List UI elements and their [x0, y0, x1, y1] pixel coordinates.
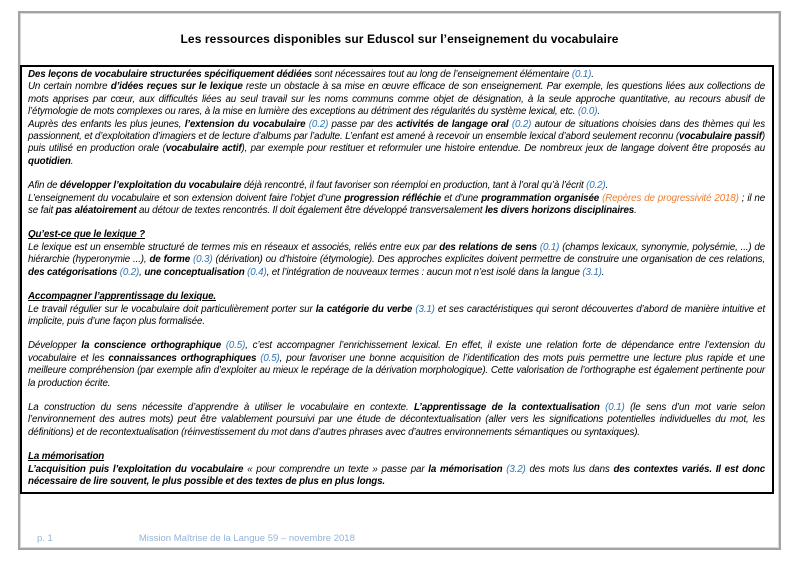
text-segment: connaissances orthographiques — [108, 352, 257, 364]
text-segment: « pour comprendre un texte » passe par — [243, 463, 429, 475]
text-segment: , — [139, 266, 145, 278]
text-segment: la conscience orthographique — [81, 340, 222, 352]
section-heading — [28, 451, 765, 463]
text-segment: déjà rencontré, il faut favoriser son réemploi en production, tant à l’oral qu’à l’écrit — [241, 180, 587, 192]
paragraph — [28, 193, 765, 218]
text-segment: Le travail régulier sur le vocabulaire doit particulièrement porter sur — [28, 303, 316, 315]
resource-ref: (0.1) — [571, 69, 592, 80]
reperes-ref: (Repères de progressivité 2018) — [602, 192, 739, 204]
text-segment: Développer — [28, 340, 82, 352]
text-segment: . — [70, 155, 74, 167]
text-segment: Auprès des enfants les plus jeunes, — [28, 118, 185, 130]
title-bar — [20, 13, 779, 65]
text-segment: Le lexique est un ensemble structuré de termes mis en réseaux et associés, reliés entre eux par — [28, 241, 440, 253]
resource-ref: (0.4) — [247, 266, 267, 278]
text-segment: développer l’exploitation du vocabulaire — [60, 180, 242, 192]
text-segment: des contextes variés. Il est donc nécessaire de lire souvent, le plus possible et des textes de plus en plus longs. — [28, 463, 765, 487]
text-segment: . — [597, 106, 600, 118]
text-segment: l’extension du vocabulaire — [184, 118, 306, 130]
text-segment: la catégorie du verbe — [315, 303, 413, 315]
resource-ref: (0.2) — [586, 180, 606, 192]
text-segment: (champs lexicaux, synonymie, polysémie, ...) de hiérarchie (hyperonymie ...), — [28, 241, 766, 266]
text-segment: L’enseignement du vocabulaire et son extension doivent faire l’objet d’une — [28, 192, 345, 204]
resource-ref: (0.0) — [577, 106, 598, 118]
text-segment: , et l’intégration de nouveaux termes : aucun mot n’est isolé dans la langue — [266, 266, 583, 278]
text-segment: L’apprentissage de la contextualisation — [414, 401, 600, 413]
paragraph — [28, 180, 765, 192]
paragraph — [28, 81, 765, 118]
heading-text: Accompagner l’apprentissage du lexique. — [28, 291, 216, 303]
text-segment: (dérivation) ou d’histoire (étymologie). Des approches explicites doivent permettre de construire une organisation de ces relations, — [212, 254, 765, 266]
paragraph — [28, 304, 765, 329]
text-segment: vocabulaire actif — [165, 143, 242, 155]
text-segment: Afin de — [28, 180, 61, 192]
text-segment: des catégorisations — [28, 266, 118, 278]
resource-ref: (0.1) — [539, 241, 560, 253]
resource-ref: (0.3) — [193, 254, 213, 266]
text-segment: . — [591, 69, 594, 80]
text-segment: , pour favoriser une bonne acquisition de l’identification des mots puis permettre une lecture plus rapide et une meilleure compréhension (par exemple afin d’exploiter au mieux le repérage de la dérivation morphologique). Cette valorisation de l’orthographe est également pertinente pour la production écrite. — [28, 352, 765, 389]
resource-ref: (0.2) — [511, 118, 532, 130]
heading-text: La mémorisation — [28, 451, 105, 463]
page-title: Les ressources disponibles sur Eduscol sur l’enseignement du vocabulaire — [180, 32, 619, 46]
text-segment: La construction du sens nécessite d’apprendre à utiliser le vocabulaire en contexte. — [28, 401, 415, 413]
text-segment: les divers horizons disciplinaires — [485, 205, 635, 217]
text-segment: quotidien — [28, 155, 71, 167]
text-segment: au détour de textes rencontrés. Il doit également être développé transversalement — [136, 205, 486, 217]
resource-ref: (0.5) — [260, 352, 280, 364]
paragraph — [28, 69, 765, 81]
text-segment: des mots lus dans — [525, 463, 614, 475]
paragraph — [28, 242, 765, 279]
resource-ref: (0.2) — [119, 266, 140, 278]
text-segment: la mémorisation — [428, 463, 503, 475]
text-segment: une conceptualisation — [144, 266, 245, 278]
text-segment: ), par exemple pour restituer et reformuler une histoire entendue. De nombreux jeux de langage doivent être proposés au — [241, 143, 765, 155]
text-segment: (le sens d’un mot varie selon l’environnement des autres mots) peut être valablement poursuivi par une étude de décontextualisation (aller vers les significations potentielles individuelles du mot, les définitions) et de recontextualisation (réinvestissement du mot dans d’autres phrases avec d’autres environnements sémantiques ou syntaxiques). — [28, 401, 765, 438]
paragraph — [28, 119, 765, 169]
text-segment: Des leçons de vocabulaire structurées spécifiquement dédiées — [28, 69, 312, 80]
text-segment: progression réfléchie — [344, 192, 442, 204]
resource-ref: (3.1) — [582, 266, 602, 278]
text-segment: pas aléatoirement — [55, 205, 137, 217]
text-segment: reste un obstacle à sa mise en œuvre efficace de son enseignement. Par exemple, les questions liées aux collections de mots apprises par cœur, aux difficultés liées au seul travail sur les noms communs comme objet de désignation, à la seule approche quantitative, au recours abusif de l’étymologie de mots complexes ou rares, à la mise en lumière des exceptions au détriment des régularités du système lexical, etc. — [28, 81, 766, 118]
paragraph — [28, 340, 765, 390]
text-segment: ) puis utilisé en production orale ( — [28, 131, 765, 155]
document-body — [20, 65, 774, 494]
page-number: p. 1 — [37, 533, 53, 544]
text-segment: des relations de sens — [439, 241, 537, 253]
text-segment: . — [634, 205, 637, 217]
text-segment: L’acquisition puis l’exploitation du vocabulaire — [28, 463, 244, 475]
text-segment: passe par des — [328, 118, 397, 130]
text-segment: Un certain nombre — [28, 81, 111, 93]
resource-ref: (0.1) — [605, 401, 625, 413]
resource-ref: (0.5) — [225, 340, 246, 352]
document-page — [18, 11, 781, 550]
text-segment: activités de langage oral — [396, 118, 509, 130]
text-segment: programmation organisée — [481, 192, 600, 204]
text-segment: et d’une — [441, 192, 482, 204]
footer-mission-label: Mission Maîtrise de la Langue 59 – novembre 2018 — [138, 533, 355, 544]
text-segment: d’idées reçues sur le lexique — [110, 81, 243, 93]
section-heading — [28, 291, 765, 303]
text-segment: et ses caractéristiques qui seront découvertes d’abord de manière intuitive et implicite, puis d’une façon plus formalisée. — [28, 303, 766, 327]
text-segment: autour de situations choisies dans des thèmes qui les passionnent, et d’exploitation d’imagiers et de lecture d’albums par l’adulte. L’enfant est amené à recevoir un ensemble lexical d’abord seulement reconnu ( — [28, 118, 765, 143]
text-segment: sont nécessaires tout au long de l’enseignement élémentaire — [311, 69, 572, 80]
text-segment: , c’est accompagner l’enrichissement lexical. En effet, il existe une relation forte de dépendance entre l’extension du vocabulaire et les — [28, 340, 765, 364]
text-segment: vocabulaire passif — [679, 131, 762, 143]
paragraph — [28, 464, 765, 489]
page-footer — [20, 533, 779, 544]
text-segment: . — [605, 180, 609, 192]
resource-ref: (3.1) — [415, 303, 435, 315]
text-segment: . — [601, 266, 605, 278]
text-segment: de forme — [149, 254, 191, 266]
heading-text: Qu’est-ce que le lexique ? — [28, 229, 145, 241]
resource-ref: (0.2) — [308, 118, 329, 130]
paragraph — [28, 402, 765, 439]
section-heading — [28, 229, 765, 241]
text-segment: ; il ne se fait — [28, 192, 765, 217]
resource-ref: (3.2) — [506, 463, 526, 475]
